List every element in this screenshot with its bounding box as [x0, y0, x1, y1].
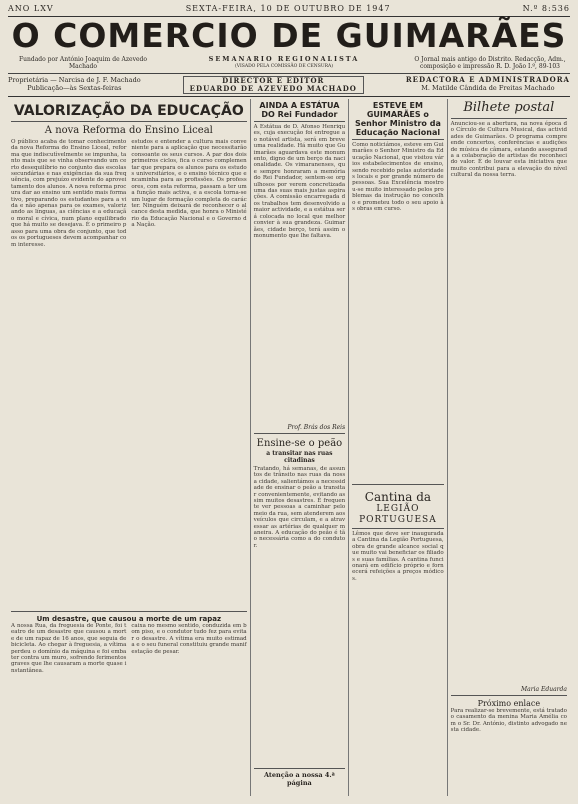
headline-ministro: ESTEVE EM GUIMARÃES o Senhor Ministro da Educação Nacional — [354, 101, 441, 137]
divider — [451, 118, 567, 119]
article-text: O público acaba de tomar conhecimento da nova Reforma do Ensino Liceal, reforma que indiscutìvelmente se impunha, tanto mais que se vinha observando um certo desequilíbrio no conjunto das escolas secundárias e nas exigências da sua frequência, com prejuízo evidente do aproveitamento dos alunos. A nova reforma procura dar ao ensino um sentido mais formativo, preparando os estudantes para a vida e não apenas para os exames, valorizando as línguas, as ciências e a educação moral e cívica, num plano equilibrado que há muito se desejava. É o primeiro passo para uma obra de conjunto, que todos os portugueses devem acompanhar com interesse. — [11, 139, 127, 248]
newspaper-title: O COMERCIO DE GUIMARÃES — [8, 16, 570, 55]
headline-legiao: LEGIÃO PORTUGUESA — [359, 504, 437, 525]
owner-label: Proprietária — Narcisa de J. F. Machado — [8, 76, 141, 84]
article-columns — [8, 99, 570, 796]
article-desastre — [11, 623, 247, 674]
divider — [451, 695, 567, 696]
address-note: O Jornal mais antigo do Distrito. Redacção, Adm., composição e impressão R. D. João I.º, 89-103 — [414, 56, 566, 70]
subheadline-reforma: A nova Reforma do Ensino Liceal — [44, 125, 213, 136]
divider — [254, 433, 345, 434]
headline-desastre: Um desastre, que causou a morte de um rapaz — [36, 615, 222, 623]
headline-valorizacao: VALORIZAÇÃO DA EDUCAÇÃO — [13, 103, 244, 119]
subheadline-ensino: a transitar nas ruas citadinas — [266, 450, 333, 464]
founder-note: Fundado por António Joaquim de Azevedo Machado — [19, 56, 147, 70]
issue-number: N.º 8:536 — [522, 4, 570, 13]
headline-cantina: Cantina da — [364, 490, 432, 504]
headline-proximo-enlace: Próximo enlace — [477, 699, 541, 708]
staff-bar — [8, 73, 570, 97]
dateline — [8, 4, 570, 14]
censorship-note: (VISADO PELA COMISSÃO DE CENSURA) — [234, 64, 334, 69]
divider — [11, 121, 247, 122]
article-ministro-text: Como noticiámos, esteve em Guimarães o Senhor Ministro da Educação Nacional, que visitou vários estabelecimentos de ensino, sendo recebido pelas autoridades locais e por grande número de pessoas. Sua Excelência mostrou-se muito interessado pelos problemas da instrução no concelho e prometeu todo o seu apoio às obras em curso. — [352, 142, 444, 213]
notice-fourth-page: Atenção a nossa 4.ª página — [263, 771, 335, 787]
divider — [352, 528, 443, 529]
divider — [352, 484, 443, 485]
column-guimaraes — [349, 99, 447, 796]
director-name: EDUARDO DE AZEVEDO MACHADO — [189, 84, 357, 93]
article-bilhete-text: Anunciou-se a abertura, na nova época do Círculo de Cultura Musical, das actividades de Guimarães. O programa compreende concertos, conferências e audições de música de câmara, estando assegurada a colaboração de artistas de reconhecido valor. É de louvar esta iniciativa que muito contribui para a elevação do nível cultural da nossa terra. — [450, 121, 567, 179]
divider — [254, 121, 345, 122]
divider — [11, 611, 247, 612]
publication-label: Publicação—às Sextas-feiras — [27, 84, 122, 92]
article-ensino-text: Tratando, há semanas, de assuntos de trânsito nas ruas da nossa cidade, salientámos a necessidade de ensinar o peão a transitar convenientemente, evitando assim muitos desastres. É frequente ver pessoas a caminhar pelo meio da rua, sem atenderem aos veículos que circulam, e a atravessar as artérias de qualquer maneira. A educação do peão é tão necessária como a do condutor. — [253, 466, 346, 549]
article-cantina-text: Lêmos que deve ser inaugurada a Cantina da Legião Portuguesa, obra de grande alcance social que muito vai beneficiar os filiados e suas famílias. A cantina funcionará em edifício próprio e fornecerá refeições a preços módicos. — [352, 531, 444, 582]
admin-name: M. Matilde Cândida de Freitas Machado — [421, 84, 555, 92]
article-text-continued: caixa no mesmo sentido, conduzida em bom piso, e o condutor tudo fez para evitar o desastre. A vítima era muito estimada e o seu funeral constituiu grande manifestação de pesar. — [131, 623, 247, 655]
year-label: ANO LXV — [8, 4, 54, 13]
column-main — [8, 99, 251, 796]
divider — [352, 139, 443, 140]
article-valorizacao — [11, 139, 247, 609]
headline-estatua: AINDA A ESTÁTUA DO Rei Fundador — [259, 101, 340, 119]
article-signature: Prof. Brás dos Reis — [287, 424, 346, 431]
director-label: DIRECTOR E EDITOR — [222, 76, 325, 85]
article-enlace-text: Para realizar-se brevemente, está tratado o casamento da menina Maria Amélia com o Sr. Dr. António, distinto advogado nesta cidade. — [450, 708, 567, 734]
owner-box — [8, 76, 141, 94]
article-estatua-text: A Estátua de D. Afonso Henriques, cuja execução foi entregue ao notável artista, será em breve uma realidade. Há muito que Guimarães aguardava este monumento, digno de um berço da nacionalidade. Os vimaranenses, que sempre honraram a memória do Rei Fundador, sentem-se orgulhosos por verem concretizada uma das suas mais justas aspirações. A comissão encarregada dos trabalhos tem desenvolvido a maior actividade, e a estátua será colocada no local que melhor convier à sua grandeza. Guimarães, cidade berço, terá assim o monumento que lhe faltava. — [253, 124, 346, 239]
column-bilhete — [448, 99, 570, 796]
newspaper-page — [8, 4, 570, 796]
weekly-label: SEMANARIO REGIONALISTA — [208, 55, 360, 63]
headline-bilhete-postal: Bilhete postal — [463, 100, 555, 115]
director-box — [183, 76, 364, 94]
article-text: A nossa Rua, da freguesia de Ponte, foi teatro de um desastre que causou a morte de um rapaz de 16 anos, que seguia de bicicleta. Ao chegar à freguesia, a vítima perdeu o domínio da máquina e foi embater contra um muro, sofrendo ferimentos graves que lhe causaram a morte quase instantânea. — [11, 623, 127, 674]
newspaper-subtitle — [209, 56, 360, 70]
article-text-continued: estudos e entender a cultura mais conveniente para a aplicação que necessitarão consoante os seus cursos. A par dos dois primeiros ciclos, fica o curso complementar que prepara os alunos para os estudos universitários, e o ensino técnico que encaminha para as profissões. Os professores, com esta reforma, passam a ter uma função mais activa, e a escola torna-se um lugar de formação completa do carácter. Ninguém deixará de reconhecer o alcance desta medida, que honra o Ministério da Educação Nacional e o Governo da Nação. — [131, 139, 247, 229]
issue-date: SEXTA-FEIRA, 10 DE OUTUBRO DE 1947 — [185, 4, 391, 13]
article-signature: Maria Eduarda — [521, 686, 567, 693]
admin-label: REDACTORA E ADMINISTRADORA — [405, 75, 570, 84]
subtitle-row — [8, 56, 570, 70]
divider — [254, 768, 345, 769]
admin-box — [406, 76, 570, 94]
headline-ensino: Ensine-se o peão — [256, 438, 343, 449]
column-estatua — [251, 99, 349, 796]
